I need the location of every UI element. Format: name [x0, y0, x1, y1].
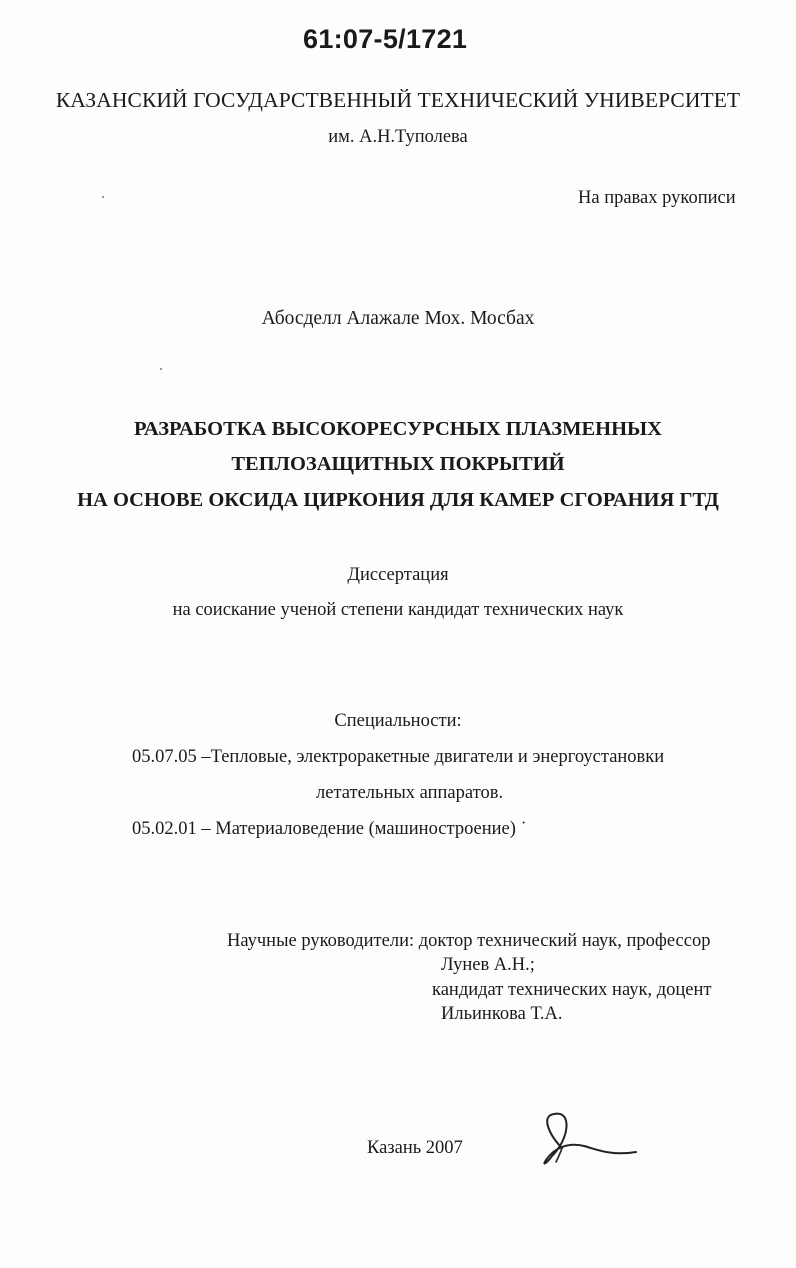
university-name: КАЗАНСКИЙ ГОСУДАРСТВЕННЫЙ ТЕХНИЧЕСКИЙ УНИВЕРСИТЕТ — [55, 88, 741, 112]
thesis-title-line-1: РАЗРАБОТКА ВЫСОКОРЕСУРСНЫХ ПЛАЗМЕННЫХ — [134, 418, 662, 440]
degree-description: на соискание ученой степени кандидат технических наук — [172, 600, 624, 620]
dissertation-label: Диссертация — [347, 565, 449, 585]
manuscript-rights-note: На правах рукописи — [578, 188, 736, 208]
city-year: Казань 2007 — [367, 1138, 463, 1158]
supervisors-heading: Научные руководители: доктор технический наук, профессор — [227, 931, 711, 951]
specialty-item: 05.02.01 – Материаловедение (машиностроение) ˙ — [132, 819, 527, 839]
scan-speck — [160, 368, 162, 370]
supervisor-name: Ильинкова Т.А. — [441, 1004, 563, 1024]
thesis-title-line-2: ТЕПЛОЗАЩИТНЫХ ПОКРЫТИЙ — [231, 453, 565, 475]
specialty-item: 05.07.05 –Тепловые, электроракетные двигатели и энергоустановки — [132, 747, 665, 767]
author-name: Абосделл Алажале Мох. Мосбах — [261, 308, 535, 329]
specialties-heading: Специальности: — [334, 711, 462, 731]
archive-stamp-code: 61:07-5/1721 — [303, 24, 468, 54]
university-named-after: им. А.Н.Туполева — [328, 127, 468, 147]
thesis-title-line-3: НА ОСНОВЕ ОКСИДА ЦИРКОНИЯ ДЛЯ КАМЕР СГОРАНИЯ ГТД — [77, 489, 719, 511]
signature-image — [532, 1108, 644, 1168]
scan-speck — [102, 196, 104, 198]
specialty-item-continuation: летательных аппаратов. — [316, 783, 504, 803]
supervisor-name: Лунев А.Н.; — [441, 955, 535, 975]
supervisor-title: кандидат технических наук, доцент — [432, 980, 712, 1000]
